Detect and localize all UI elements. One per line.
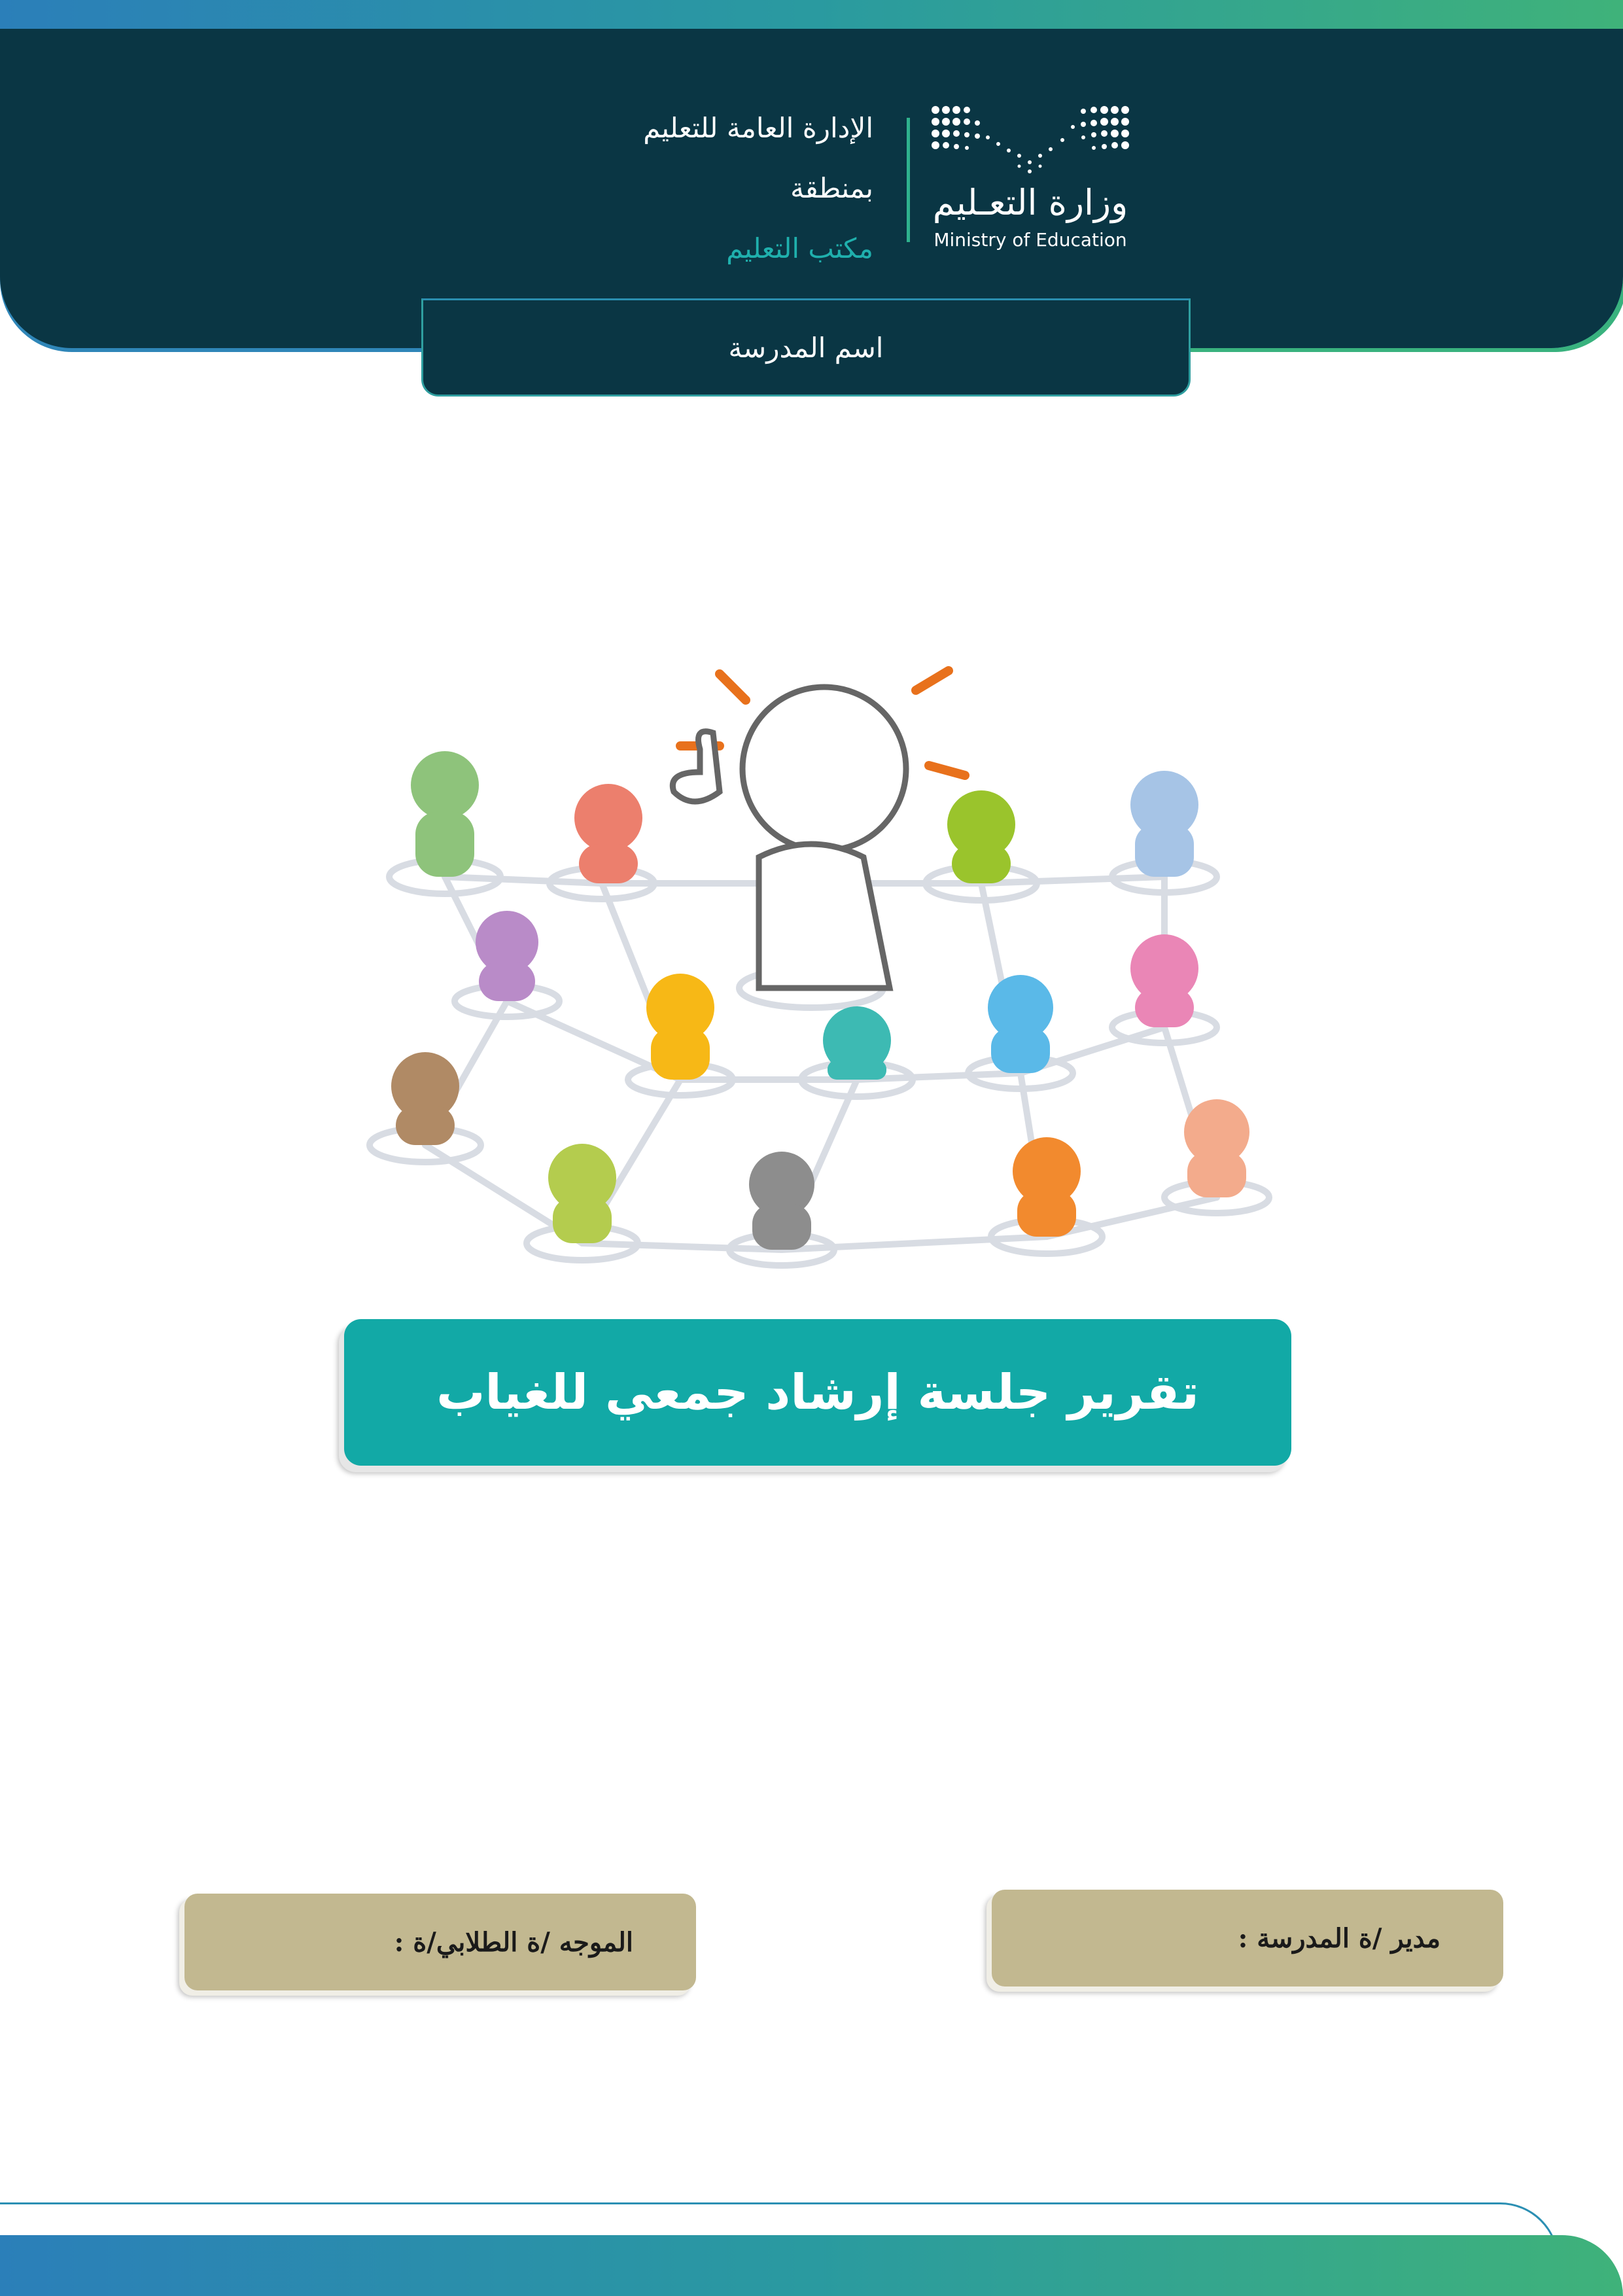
group-people-illustration — [353, 661, 1282, 1289]
logo-divider — [907, 118, 910, 242]
logo-dots-icon — [929, 103, 1132, 175]
school-name-label: اسم المدرسة — [728, 331, 884, 364]
header-text-block — [481, 98, 873, 279]
logo-english-text: Ministry of Education — [934, 229, 1127, 251]
ministry-logo — [929, 103, 1132, 254]
principal-signature-box — [992, 1890, 1503, 1987]
top-gradient-bar — [0, 0, 1623, 30]
region-label: بمنطقة — [790, 172, 873, 204]
general-administration-label: الإدارة العامة للتعليم — [643, 112, 873, 144]
report-title-box — [344, 1319, 1291, 1466]
counselor-label: الموجه /ة الطلابي/ة : — [394, 1926, 633, 1958]
school-name-box — [421, 298, 1191, 397]
principal-label: مدير /ة المدرسة : — [1238, 1922, 1440, 1954]
bottom-gradient-band — [0, 2235, 1623, 2296]
logo-arabic-text: وزارة التعـليم — [932, 182, 1128, 223]
counselor-signature-box — [184, 1894, 696, 1990]
report-title: تقرير جلسة إرشاد جمعي للغياب — [436, 1364, 1199, 1421]
education-office-label: مكتب التعليم — [726, 232, 873, 264]
